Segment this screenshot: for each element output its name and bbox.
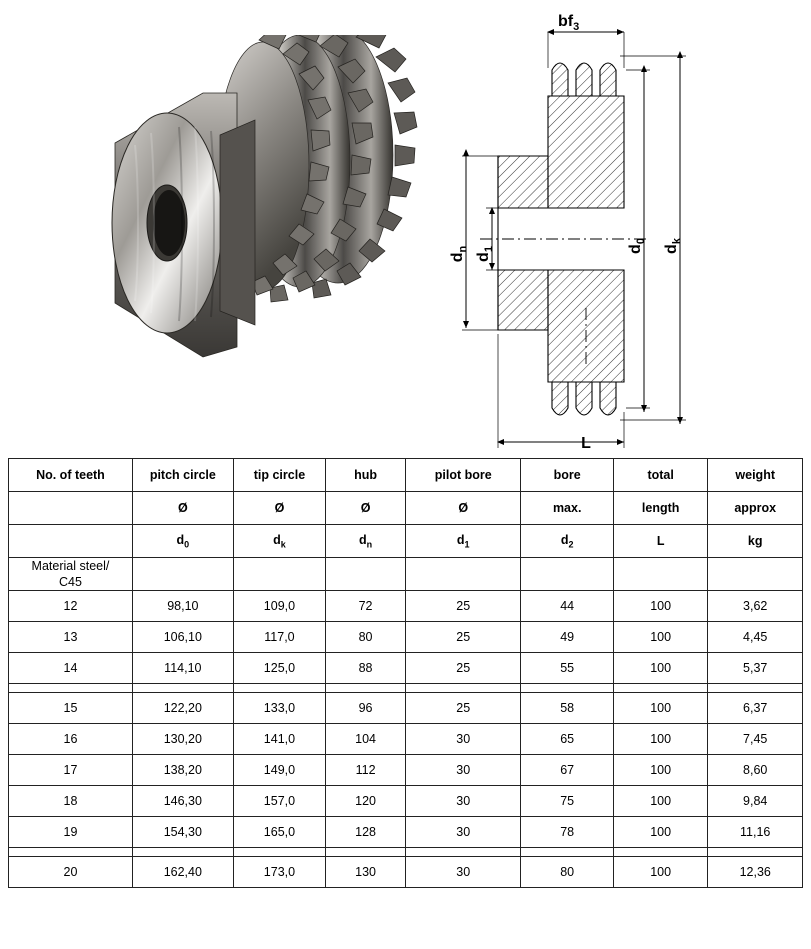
cell-bore: 49: [521, 622, 613, 653]
table-header-row-3: [9, 525, 803, 558]
table-row: [9, 693, 803, 724]
cell-pilot-bore: 25: [405, 693, 521, 724]
cell-tip-circle: 133,0: [233, 693, 325, 724]
header-bore: bore: [521, 459, 613, 492]
cell-length: 100: [613, 693, 708, 724]
specification-table-wrapper: [8, 458, 803, 888]
header-pilot-bore: pilot bore: [405, 459, 521, 492]
cell-tip-circle: 141,0: [233, 724, 325, 755]
cell-teeth: 13: [9, 622, 133, 653]
cell-pilot-bore: 30: [405, 786, 521, 817]
cell-length: 100: [613, 755, 708, 786]
header2-tip-circle-diameter: Ø: [233, 492, 325, 525]
cell-pitch-circle: 122,20: [132, 693, 233, 724]
cell-bore: 44: [521, 591, 613, 622]
cell-hub: 72: [326, 591, 406, 622]
material-row: [9, 558, 803, 591]
cell-hub: 120: [326, 786, 406, 817]
cell-length: 100: [613, 857, 708, 888]
cell-tip-circle: 125,0: [233, 653, 325, 684]
cell-tip-circle: 165,0: [233, 817, 325, 848]
cell-length: 100: [613, 622, 708, 653]
header2-pitch-circle-diameter: Ø: [132, 492, 233, 525]
label-dk: $d_k$: [663, 238, 683, 254]
cell-weight: 9,84: [708, 786, 803, 817]
label-d1: $d_1$: [475, 246, 495, 262]
cell-pitch-circle: 154,30: [132, 817, 233, 848]
symbol-kg: kg: [708, 525, 803, 558]
header2-pilot-bore-diameter: Ø: [405, 492, 521, 525]
material-line-1: Material steel/: [31, 559, 110, 573]
cell-pilot-bore: 25: [405, 653, 521, 684]
symbol-dk: $d_k$: [233, 525, 325, 558]
symbol-blank: [9, 525, 133, 558]
cell-teeth: 12: [9, 591, 133, 622]
symbol-d2: $d_2$: [521, 525, 613, 558]
cell-pilot-bore: 30: [405, 755, 521, 786]
header-total: total: [613, 459, 708, 492]
cell-weight: 6,37: [708, 693, 803, 724]
label-bf3: $bf_3$: [558, 13, 580, 33]
cell-weight: 8,60: [708, 755, 803, 786]
cell-pitch-circle: 106,10: [132, 622, 233, 653]
table-row: [9, 591, 803, 622]
header-pitch-circle: pitch circle: [132, 459, 233, 492]
table-header-row-1: [9, 459, 803, 492]
cell-teeth: 20: [9, 857, 133, 888]
cell-tip-circle: 173,0: [233, 857, 325, 888]
label-d0: $d_0$: [627, 238, 647, 254]
cell-pilot-bore: 25: [405, 591, 521, 622]
table-row: [9, 755, 803, 786]
symbol-d1: $d_1$: [405, 525, 521, 558]
cell-pilot-bore: 30: [405, 857, 521, 888]
cell-hub: 130: [326, 857, 406, 888]
table-header-row-2: [9, 492, 803, 525]
material-blank-6: [613, 558, 708, 591]
cell-teeth: 14: [9, 653, 133, 684]
cell-pitch-circle: 130,20: [132, 724, 233, 755]
sprocket-drawing: [440, 8, 800, 453]
cell-weight: 4,45: [708, 622, 803, 653]
cell-pilot-bore: 25: [405, 622, 521, 653]
cell-weight: 11,16: [708, 817, 803, 848]
material-blank-4: [405, 558, 521, 591]
cell-bore: 78: [521, 817, 613, 848]
cell-bore: 65: [521, 724, 613, 755]
cell-length: 100: [613, 653, 708, 684]
material-label: [9, 558, 133, 591]
table-row: [9, 622, 803, 653]
label-L: L: [581, 435, 591, 452]
cell-pitch-circle: 138,20: [132, 755, 233, 786]
cell-weight: 7,45: [708, 724, 803, 755]
cell-teeth: 16: [9, 724, 133, 755]
table-row: [9, 817, 803, 848]
cell-bore: 75: [521, 786, 613, 817]
cell-bore: 67: [521, 755, 613, 786]
cell-hub: 104: [326, 724, 406, 755]
cell-weight: 12,36: [708, 857, 803, 888]
cell-teeth: 19: [9, 817, 133, 848]
cell-length: 100: [613, 817, 708, 848]
header2-bore-max: max.: [521, 492, 613, 525]
cell-pilot-bore: 30: [405, 724, 521, 755]
cell-pitch-circle: 98,10: [132, 591, 233, 622]
cell-bore: 80: [521, 857, 613, 888]
cell-tip-circle: 149,0: [233, 755, 325, 786]
header-weight: weight: [708, 459, 803, 492]
header-no-of-teeth: No. of teeth: [9, 459, 133, 492]
cell-tip-circle: 109,0: [233, 591, 325, 622]
cell-teeth: 15: [9, 693, 133, 724]
cell-pitch-circle: 162,40: [132, 857, 233, 888]
specification-table: [8, 458, 803, 888]
symbol-dn: $d_n$: [326, 525, 406, 558]
table-spacer-row: [9, 848, 803, 857]
material-blank-2: [233, 558, 325, 591]
header-tip-circle: tip circle: [233, 459, 325, 492]
cell-hub: 88: [326, 653, 406, 684]
cell-hub: 96: [326, 693, 406, 724]
cell-hub: 128: [326, 817, 406, 848]
cell-pitch-circle: 114,10: [132, 653, 233, 684]
material-blank-3: [326, 558, 406, 591]
material-blank-1: [132, 558, 233, 591]
material-line-2: C45: [58, 575, 82, 589]
table-row: [9, 857, 803, 888]
cell-pilot-bore: 30: [405, 817, 521, 848]
table-spacer-row: [9, 684, 803, 693]
cell-length: 100: [613, 724, 708, 755]
header2-weight-approx: approx: [708, 492, 803, 525]
cell-hub: 80: [326, 622, 406, 653]
material-blank-5: [521, 558, 613, 591]
cell-tip-circle: 117,0: [233, 622, 325, 653]
cell-length: 100: [613, 786, 708, 817]
header2-hub-diameter: Ø: [326, 492, 406, 525]
material-blank-7: [708, 558, 803, 591]
sprocket-photo: [95, 35, 440, 420]
cell-weight: 3,62: [708, 591, 803, 622]
label-dn: $d_n$: [449, 245, 469, 263]
cell-tip-circle: 157,0: [233, 786, 325, 817]
cell-pitch-circle: 146,30: [132, 786, 233, 817]
cell-hub: 112: [326, 755, 406, 786]
symbol-d0: $d_0$: [132, 525, 233, 558]
cell-weight: 5,37: [708, 653, 803, 684]
table-row: [9, 786, 803, 817]
table-row: [9, 653, 803, 684]
cell-teeth: 18: [9, 786, 133, 817]
cell-length: 100: [613, 591, 708, 622]
table-body: [9, 558, 803, 888]
cell-bore: 58: [521, 693, 613, 724]
header-hub: hub: [326, 459, 406, 492]
header2-blank: [9, 492, 133, 525]
cell-teeth: 17: [9, 755, 133, 786]
cell-bore: 55: [521, 653, 613, 684]
illustration-area: [0, 0, 811, 455]
header2-total-length: length: [613, 492, 708, 525]
table-row: [9, 724, 803, 755]
symbol-L: L: [613, 525, 708, 558]
